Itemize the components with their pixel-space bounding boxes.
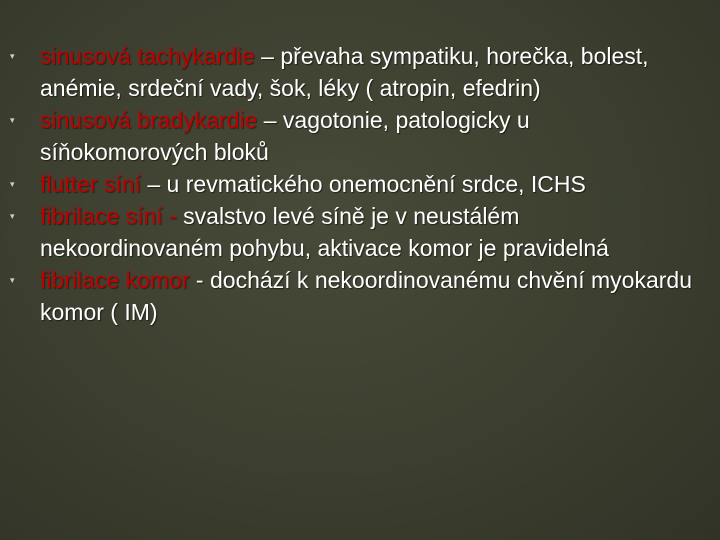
item-text: – u revmatického onemocnění srdce, ICHS	[140, 171, 586, 197]
bullet-icon: ▾	[10, 51, 15, 61]
bullet-icon: ▾	[10, 115, 15, 125]
item-term: flutter síní	[40, 171, 141, 197]
list-item	[0, 168, 700, 200]
item-text: – vagotonie, patologicky u síňokomorových bloků	[40, 107, 530, 165]
item-term: fibrilace komor	[40, 267, 190, 293]
list-item	[0, 200, 700, 264]
bullet-icon: ▾	[10, 179, 15, 189]
item-text: – převaha sympatiku, horečka, bolest, anémie, srdeční vady, šok, léky ( atropin, efedrin)	[40, 43, 649, 101]
list-item	[0, 264, 700, 328]
list-item	[0, 40, 700, 104]
bullet-list	[0, 40, 700, 328]
item-text: svalstvo levé síně je v neustálém nekoordinovaném pohybu, aktivace komor je pravidelná	[40, 203, 609, 261]
item-text: - dochází k nekoordinovanému chvění myokardu komor ( IM)	[40, 267, 692, 325]
bullet-icon: ▾	[10, 211, 15, 221]
item-term: sinusová bradykardie	[40, 107, 258, 133]
item-term: fibrilace síní -	[40, 203, 177, 229]
list-item	[0, 104, 700, 168]
item-term: sinusová tachykardie	[40, 43, 255, 69]
bullet-icon: ▾	[10, 275, 15, 285]
